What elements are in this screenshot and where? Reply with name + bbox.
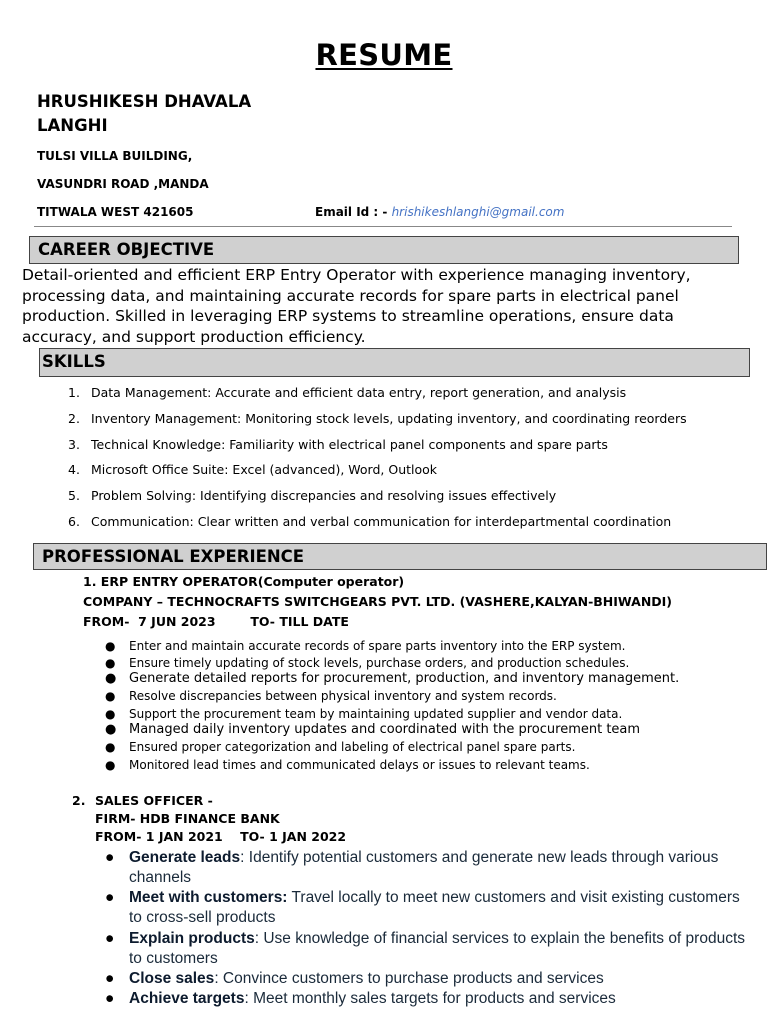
list-item: [68, 437, 608, 452]
bullet-text: Ensured proper categorization and labeling of electrical panel spare parts.: [129, 740, 576, 754]
list-item: [68, 488, 556, 503]
list-item: [68, 385, 626, 400]
list-number: 2.: [68, 411, 80, 426]
bullet-icon: ●: [105, 722, 117, 737]
candidate-name: HRUSHIKESH DHAVALA LANGHI: [37, 92, 252, 135]
job2-firm: FIRM- HDB FINANCE BANK: [95, 811, 280, 826]
job1-company: COMPANY – TECHNOCRAFTS SWITCHGEARS PVT. LTD. (VASHERE,KALYAN-BHIWANDI): [83, 594, 673, 609]
bullet-icon: ●: [105, 990, 115, 1007]
bullet-icon: ●: [105, 671, 117, 686]
bullet-text: : Identify potential customers and generate new leads through various channels: [129, 849, 719, 886]
section-professional-experience: [33, 543, 767, 570]
objective-text: Detail-oriented and efficient ERP Entry Operator with experience managing inventory, processing data, and maintaining accurate records for spare parts in electrical panel production. Skilled in leveraging ERP systems to streamline operations, ensure data accuracy, and support production efficiency.: [22, 266, 691, 346]
page-title: RESUME: [315, 38, 453, 72]
list-item: [105, 989, 755, 1009]
bullet-text: Enter and maintain accurate records of spare parts inventory into the ERP system.: [129, 639, 626, 653]
address-line-2: VASUNDRI ROAD ,MANDA: [37, 177, 209, 191]
bullet-bold: Close sales: [129, 970, 215, 987]
bullet-text: Resolve discrepancies between physical inventory and system records.: [129, 689, 557, 703]
bullet-bold: Generate leads: [129, 849, 241, 866]
list-item: [105, 969, 755, 989]
list-item: [105, 888, 755, 928]
bullet-icon: ●: [105, 970, 115, 987]
email-row: [315, 205, 564, 219]
bullet-icon: ●: [105, 689, 116, 703]
bullet-text: Generate detailed reports for procurement, production, and inventory management.: [129, 671, 680, 686]
job2-dates: FROM- 1 JAN 2021 TO- 1 JAN 2022: [95, 829, 347, 844]
skill-text: Inventory Management: Monitoring stock levels, updating inventory, and coordinating reorders: [91, 411, 687, 426]
list-number: 3.: [68, 437, 80, 452]
email-label: Email Id : -: [315, 205, 392, 219]
bullet-icon: ●: [105, 707, 116, 721]
skill-text: Problem Solving: Identifying discrepancies and resolving issues effectively: [91, 488, 557, 503]
section-heading: SKILLS: [42, 352, 106, 371]
section-heading: CAREER OBJECTIVE: [38, 240, 215, 259]
bullet-text: : Use knowledge of financial services to explain the benefits of products to customers: [129, 930, 745, 967]
bullet-text: Support the procurement team by maintaining updated supplier and vendor data.: [129, 707, 623, 721]
skill-text: Data Management: Accurate and efficient data entry, report generation, and analysis: [91, 385, 627, 400]
bullet-icon: ●: [105, 639, 116, 653]
list-item: [68, 514, 671, 529]
skill-text: Microsoft Office Suite: Excel (advanced), Word, Outlook: [91, 462, 438, 477]
job2-title: SALES OFFICER -: [95, 793, 213, 808]
bullet-icon: ●: [105, 849, 115, 866]
bullet-text: Ensure timely updating of stock levels, purchase orders, and production schedules.: [129, 656, 630, 670]
bullet-text: : Meet monthly sales targets for products and services: [244, 990, 616, 1007]
bullet-icon: ●: [105, 740, 116, 754]
job2-number: 2.: [72, 793, 86, 808]
bullet-icon: ●: [105, 930, 115, 947]
job1-dates: FROM- 7 JUN 2023 TO- TILL DATE: [83, 614, 349, 629]
header-divider: [34, 226, 732, 227]
section-heading: PROFESSIONAL EXPERIENCE: [42, 547, 305, 566]
list-item: [68, 411, 687, 426]
email-link[interactable]: hrishikeshlanghi@gmail.com: [391, 205, 565, 219]
list-item: [105, 929, 755, 969]
job1-title: 1. ERP ENTRY OPERATOR(Computer operator): [83, 574, 405, 589]
bullet-text: Travel locally to meet new customers and visit existing customers to cross-sell products: [129, 889, 740, 926]
list-number: 5.: [68, 488, 80, 503]
section-skills: [39, 348, 750, 377]
bullet-text: Monitored lead times and communicated delays or issues to relevant teams.: [129, 758, 590, 772]
address-line-3: TITWALA WEST 421605: [37, 205, 194, 219]
list-item: [68, 462, 437, 477]
list-number: 6.: [68, 514, 80, 529]
bullet-icon: ●: [105, 889, 115, 906]
bullet-bold: Achieve targets: [129, 990, 245, 1007]
skill-text: Technical Knowledge: Familiarity with electrical panel components and spare parts: [91, 437, 608, 452]
section-career-objective: [29, 236, 739, 264]
list-number: 1.: [68, 385, 80, 400]
bullet-text: : Convince customers to purchase products and services: [214, 970, 604, 987]
skill-text: Communication: Clear written and verbal communication for interdepartmental coordination: [91, 514, 672, 529]
list-item: [105, 848, 755, 888]
bullet-text: Managed daily inventory updates and coordinated with the procurement team: [129, 722, 641, 737]
address-line-1: TULSI VILLA BUILDING,: [37, 149, 193, 163]
list-number: 4.: [68, 462, 80, 477]
bullet-bold: Meet with customers:: [129, 889, 288, 906]
bullet-icon: ●: [105, 758, 116, 772]
bullet-bold: Explain products: [129, 930, 255, 947]
bullet-icon: ●: [105, 656, 116, 670]
